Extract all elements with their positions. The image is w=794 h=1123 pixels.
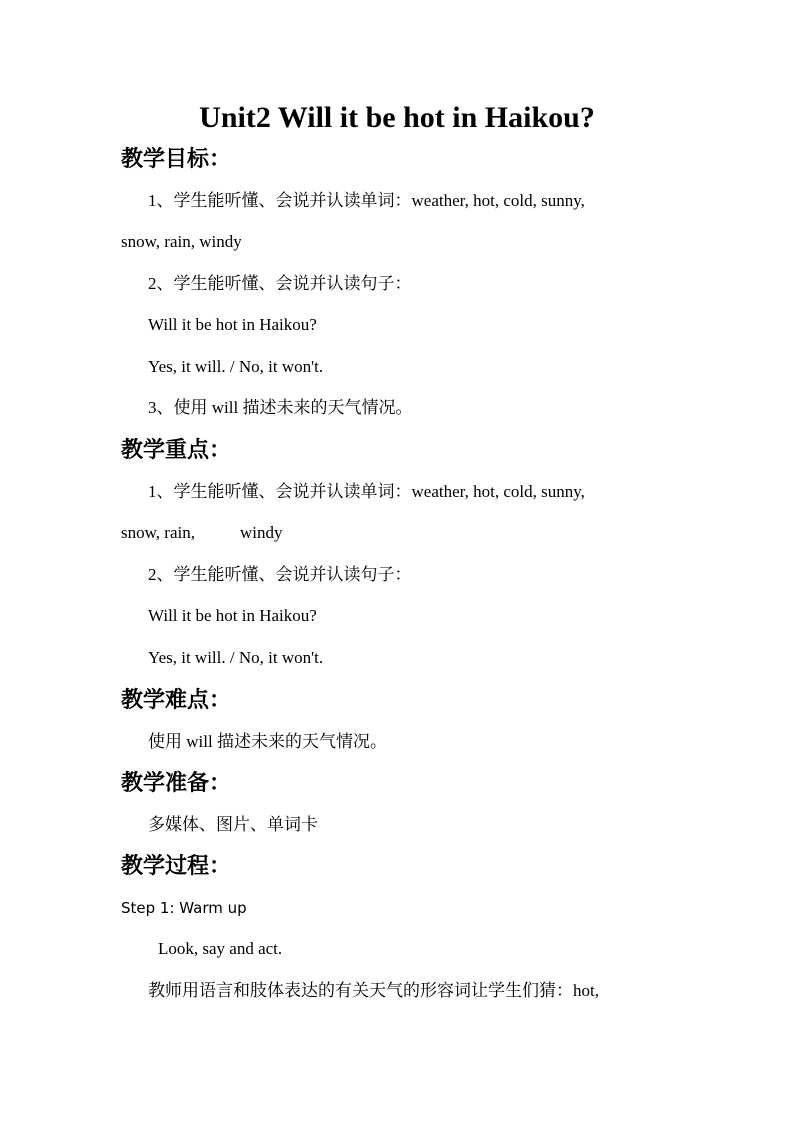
objectives-item1-line1: 1、学生能听懂、会说并认读单词：weather, hot, cold, sunny,	[148, 191, 585, 210]
objectives-item3: 3、使用 will 描述未来的天气情况。	[148, 398, 413, 417]
preparation-heading: 教学准备：	[121, 770, 232, 796]
key-points-sentence-answer: Yes, it will. / No, it won't.	[148, 648, 324, 667]
key-points-item1-line1: 1、学生能听懂、会说并认读单词：weather, hot, cold, sunny,	[148, 482, 585, 501]
objectives-sentence-question: Will it be hot in Haikou?	[148, 315, 317, 334]
difficulties-heading: 教学难点：	[121, 687, 232, 713]
objectives-heading: 教学目标：	[121, 146, 232, 172]
process-heading: 教学过程：	[121, 853, 232, 879]
step1-heading: Step 1: Warm up	[121, 899, 247, 917]
objectives-sentence-answer: Yes, it will. / No, it won't.	[148, 357, 324, 376]
step1-line2: 教师用语言和肢体表达的有关天气的形容词让学生们猜：hot,	[148, 981, 599, 1000]
key-points-sentence-question: Will it be hot in Haikou?	[148, 606, 317, 625]
step1-line1: Look, say and act.	[158, 939, 283, 958]
key-points-item1-line2b: windy	[240, 523, 283, 542]
key-points-heading: 教学重点：	[121, 437, 232, 463]
difficulties-text: 使用 will 描述未来的天气情况。	[148, 732, 387, 751]
preparation-text: 多媒体、图片、单词卡	[148, 815, 318, 834]
objectives-item2: 2、学生能听懂、会说并认读句子：	[148, 274, 412, 293]
key-points-item2: 2、学生能听懂、会说并认读句子：	[148, 565, 412, 584]
objectives-item1-line2: snow, rain, windy	[121, 232, 242, 251]
document-title: Unit2 Will it be hot in Haikou?	[199, 101, 595, 134]
key-points-item1-line2a: snow, rain,	[121, 523, 195, 542]
